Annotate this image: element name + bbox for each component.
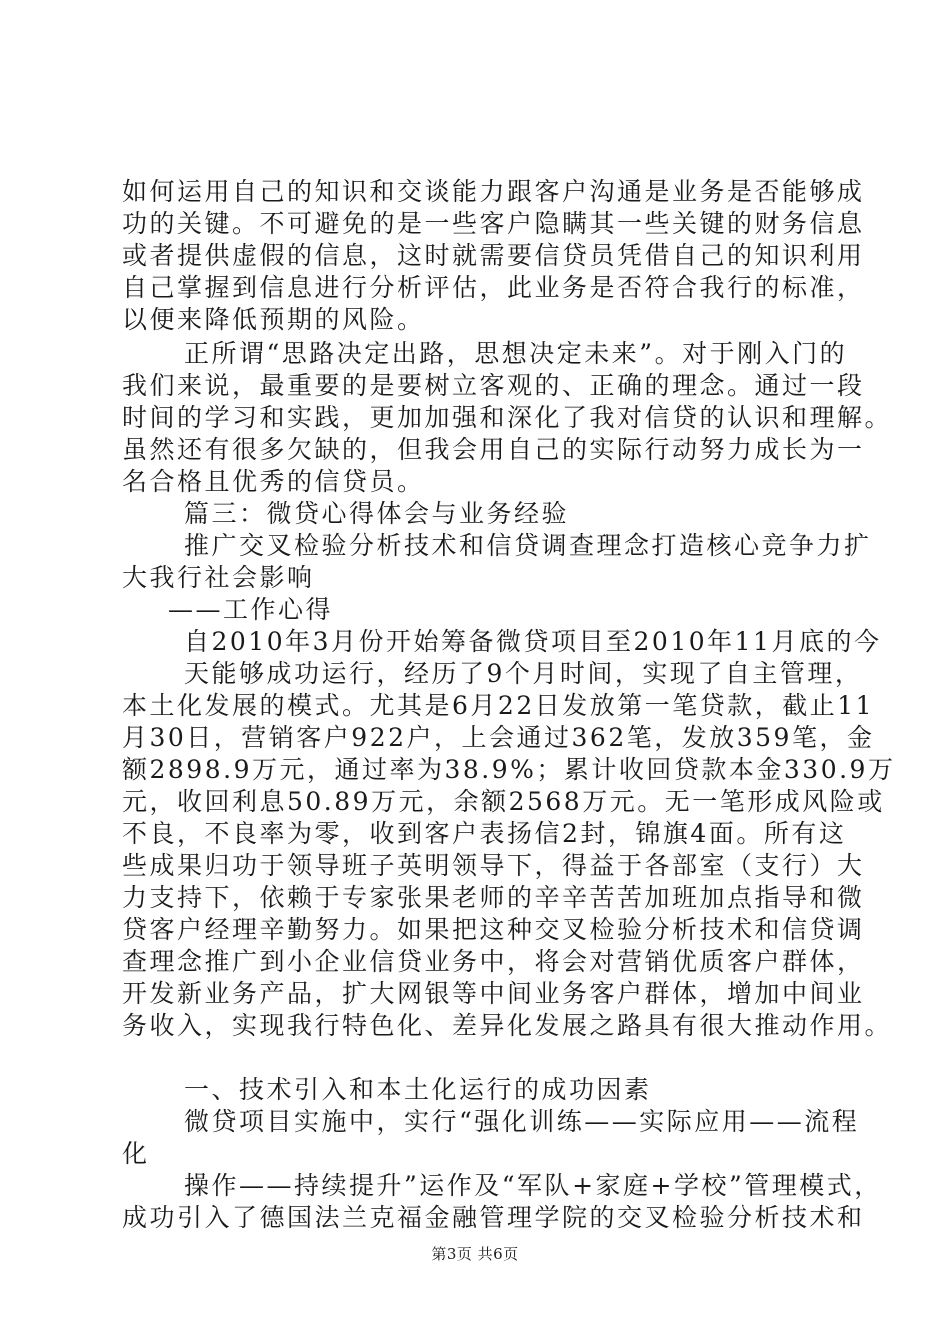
paragraph-2-line-5: 名合格且优秀的信贷员。 [122, 467, 425, 496]
section-1-line-3: 操作——持续提升”运作及“军队+家庭+学校”管理模式， [184, 1171, 882, 1200]
article-title-line-1: 推广交叉检验分析技术和信贷调查理念打造核心竞争力扩 [184, 531, 872, 560]
body-paragraph-line-11: 查理念推广到小企业信贷业务中，将会对营销优质客户群体， [122, 947, 865, 976]
paragraph-1-line-5: 以便来降低预期的风险。 [122, 305, 425, 334]
section-heading-3: 篇三：微贷心得体会与业务经验 [184, 499, 570, 528]
paragraph-2-line-3: 时间的学习和实践，更加加强和深化了我对信贷的认识和理解。 [122, 403, 893, 432]
body-paragraph-line-8: 些成果归功于领导班子英明领导下，得益于各部室（支行）大 [122, 851, 865, 880]
body-paragraph-line-2: 天能够成功运行，经历了9个月时间，实现了自主管理， [184, 659, 863, 688]
body-paragraph-line-10: 贷客户经理辛勤努力。如果把这种交叉检验分析技术和信贷调 [122, 915, 865, 944]
paragraph-1-line-4: 自己掌握到信息进行分析评估，此业务是否符合我行的标准， [122, 273, 865, 302]
page-number-footer: 第3页 共6页 [431, 1245, 519, 1263]
section-1-line-2: 化 [122, 1139, 150, 1168]
body-paragraph-line-5: 额2898.9万元，通过率为38.9%；累计收回贷款本金330.9万 [122, 755, 896, 784]
body-paragraph-line-13: 务收入，实现我行特色化、差异化发展之路具有很大推动作用。 [122, 1011, 893, 1040]
section-1-heading: 一、技术引入和本土化运行的成功因素 [184, 1075, 652, 1104]
article-title-line-2: 大我行社会影响 [122, 563, 315, 592]
section-1-line-1: 微贷项目实施中，实行“强化训练——实际应用——流程 [184, 1107, 860, 1136]
section-1-line-4: 成功引入了德国法兰克福金融管理学院的交叉检验分析技术和 [122, 1203, 865, 1232]
body-paragraph-line-1: 自2010年3月份开始筹备微贷项目至2010年11月底的今 [184, 627, 882, 656]
body-paragraph-line-4: 月30日，营销客户922户，上会通过362笔，发放359笔，金 [122, 723, 875, 752]
paragraph-1-line-1: 如何运用自己的知识和交谈能力跟客户沟通是业务是否能够成 [122, 177, 865, 206]
body-paragraph-line-6: 元，收回利息50.89万元，余额2568万元。无一笔形成风险或 [122, 787, 885, 816]
body-paragraph-line-7: 不良，不良率为零，收到客户表扬信2封，锦旗4面。所有这 [122, 819, 847, 848]
paragraph-2-line-2: 我们来说，最重要的是要树立客观的、正确的理念。通过一段 [122, 371, 865, 400]
paragraph-2-line-1: 正所谓“思路决定出路，思想决定未来”。对于刚入门的 [184, 339, 848, 368]
paragraph-1-line-3: 或者提供虚假的信息，这时就需要信贷员凭借自己的知识利用 [122, 241, 865, 270]
paragraph-2-line-4: 虽然还有很多欠缺的，但我会用自己的实际行动努力成长为一 [122, 435, 865, 464]
body-paragraph-line-9: 力支持下，依赖于专家张果老师的辛辛苦苦加班加点指导和微 [122, 883, 865, 912]
body-paragraph-line-12: 开发新业务产品，扩大网银等中间业务客户群体，增加中间业 [122, 979, 865, 1008]
body-paragraph-line-3: 本土化发展的模式。尤其是6月22日发放第一笔贷款，截止11 [122, 691, 875, 720]
paragraph-1-line-2: 功的关键。不可避免的是一些客户隐瞒其一些关键的财务信息 [122, 209, 865, 238]
article-subtitle: ——工作心得 [168, 595, 334, 624]
